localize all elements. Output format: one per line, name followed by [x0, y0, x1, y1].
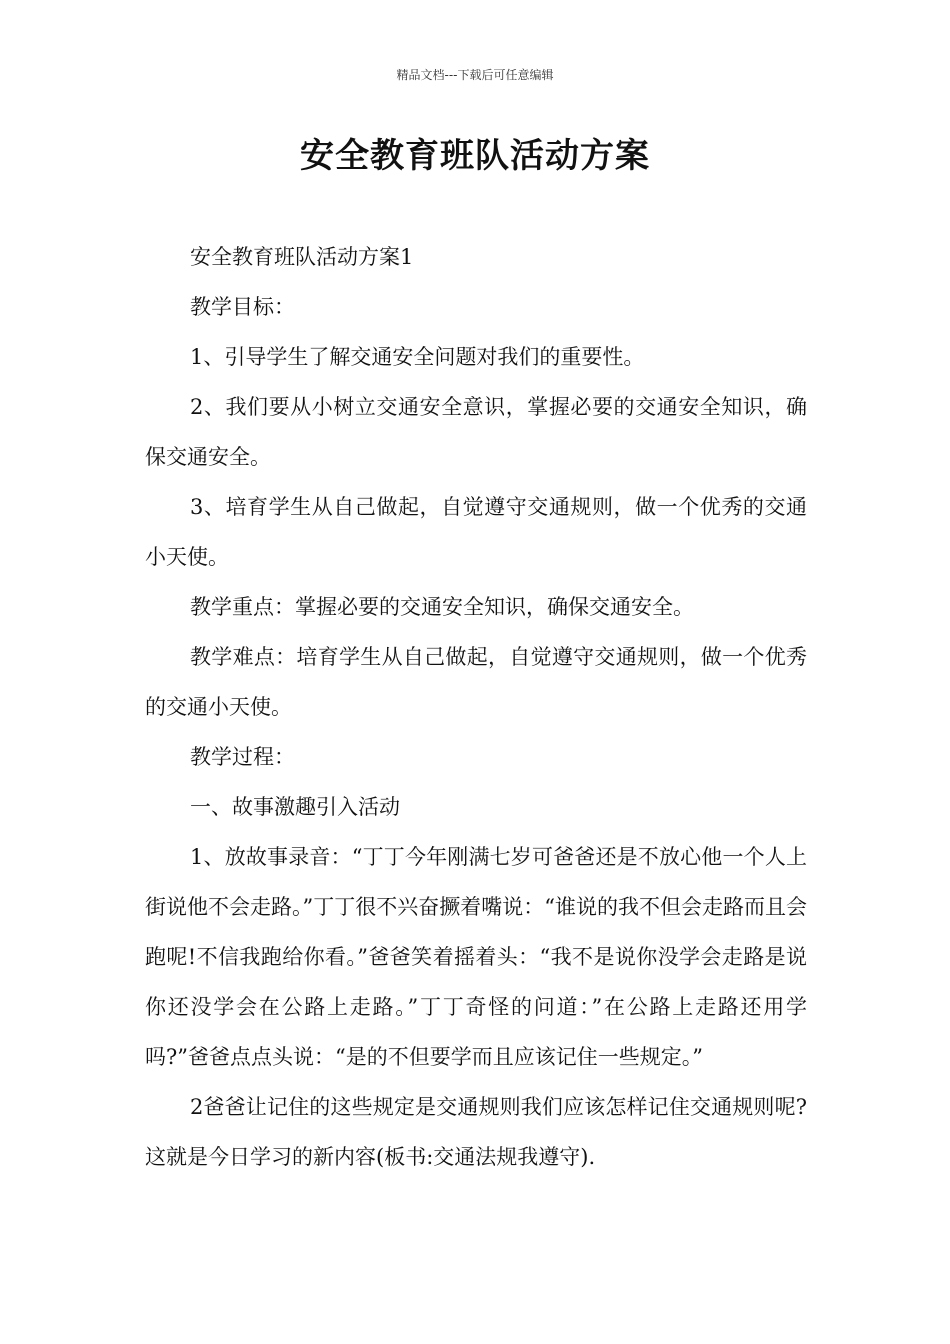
- paragraph-section-1-heading: 一、故事激趣引入活动: [190, 795, 400, 819]
- document-title: 安全教育班队活动方案: [300, 136, 650, 176]
- paragraph-subtitle: 安全教育班队活动方案1: [190, 245, 414, 269]
- paragraph-goal-2: 2、我们要从小树立交通安全意识，掌握必要的交通安全知识，确保交通安全。: [145, 395, 807, 469]
- paragraph-key-point: 教学重点：掌握必要的交通安全知识，确保交通安全。: [190, 595, 694, 619]
- paragraph-difficulty: 教学难点：培育学生从自己做起，自觉遵守交通规则，做一个优秀的交通小天使。: [145, 645, 807, 719]
- header-note: 精品文档---下载后可任意编辑: [396, 68, 554, 82]
- paragraph-goals-heading: 教学目标：: [190, 295, 295, 319]
- paragraph-story: 1、放故事录音：“丁丁今年刚满七岁可爸爸还是不放心他一个人上街说他不会走路。”丁丁很不兴奋撅着嘴说：“谁说的我不但会走路而且会跑呢!不信我跑给你看。”爸爸笑着摇着头：“我不是说你没学会走路是说你还没学会在公路上走路。”丁丁奇怪的问道：”在公路上走路还用学吗?”爸爸点点头说：“是的不但要学而且应该记住一些规定。”: [145, 845, 807, 1069]
- paragraph-goal-3: 3、培育学生从自己做起，自觉遵守交通规则，做一个优秀的交通小天使。: [145, 495, 807, 569]
- document-body: [145, 232, 807, 1182]
- paragraph-rules: 2爸爸让记住的这些规定是交通规则我们应该怎样记住交通规则呢?这就是今日学习的新内容(板书:交通法规我遵守).: [145, 1095, 807, 1169]
- paragraph-goal-1: 1、引导学生了解交通安全问题对我们的重要性。: [190, 345, 645, 369]
- paragraph-process-heading: 教学过程：: [190, 745, 295, 769]
